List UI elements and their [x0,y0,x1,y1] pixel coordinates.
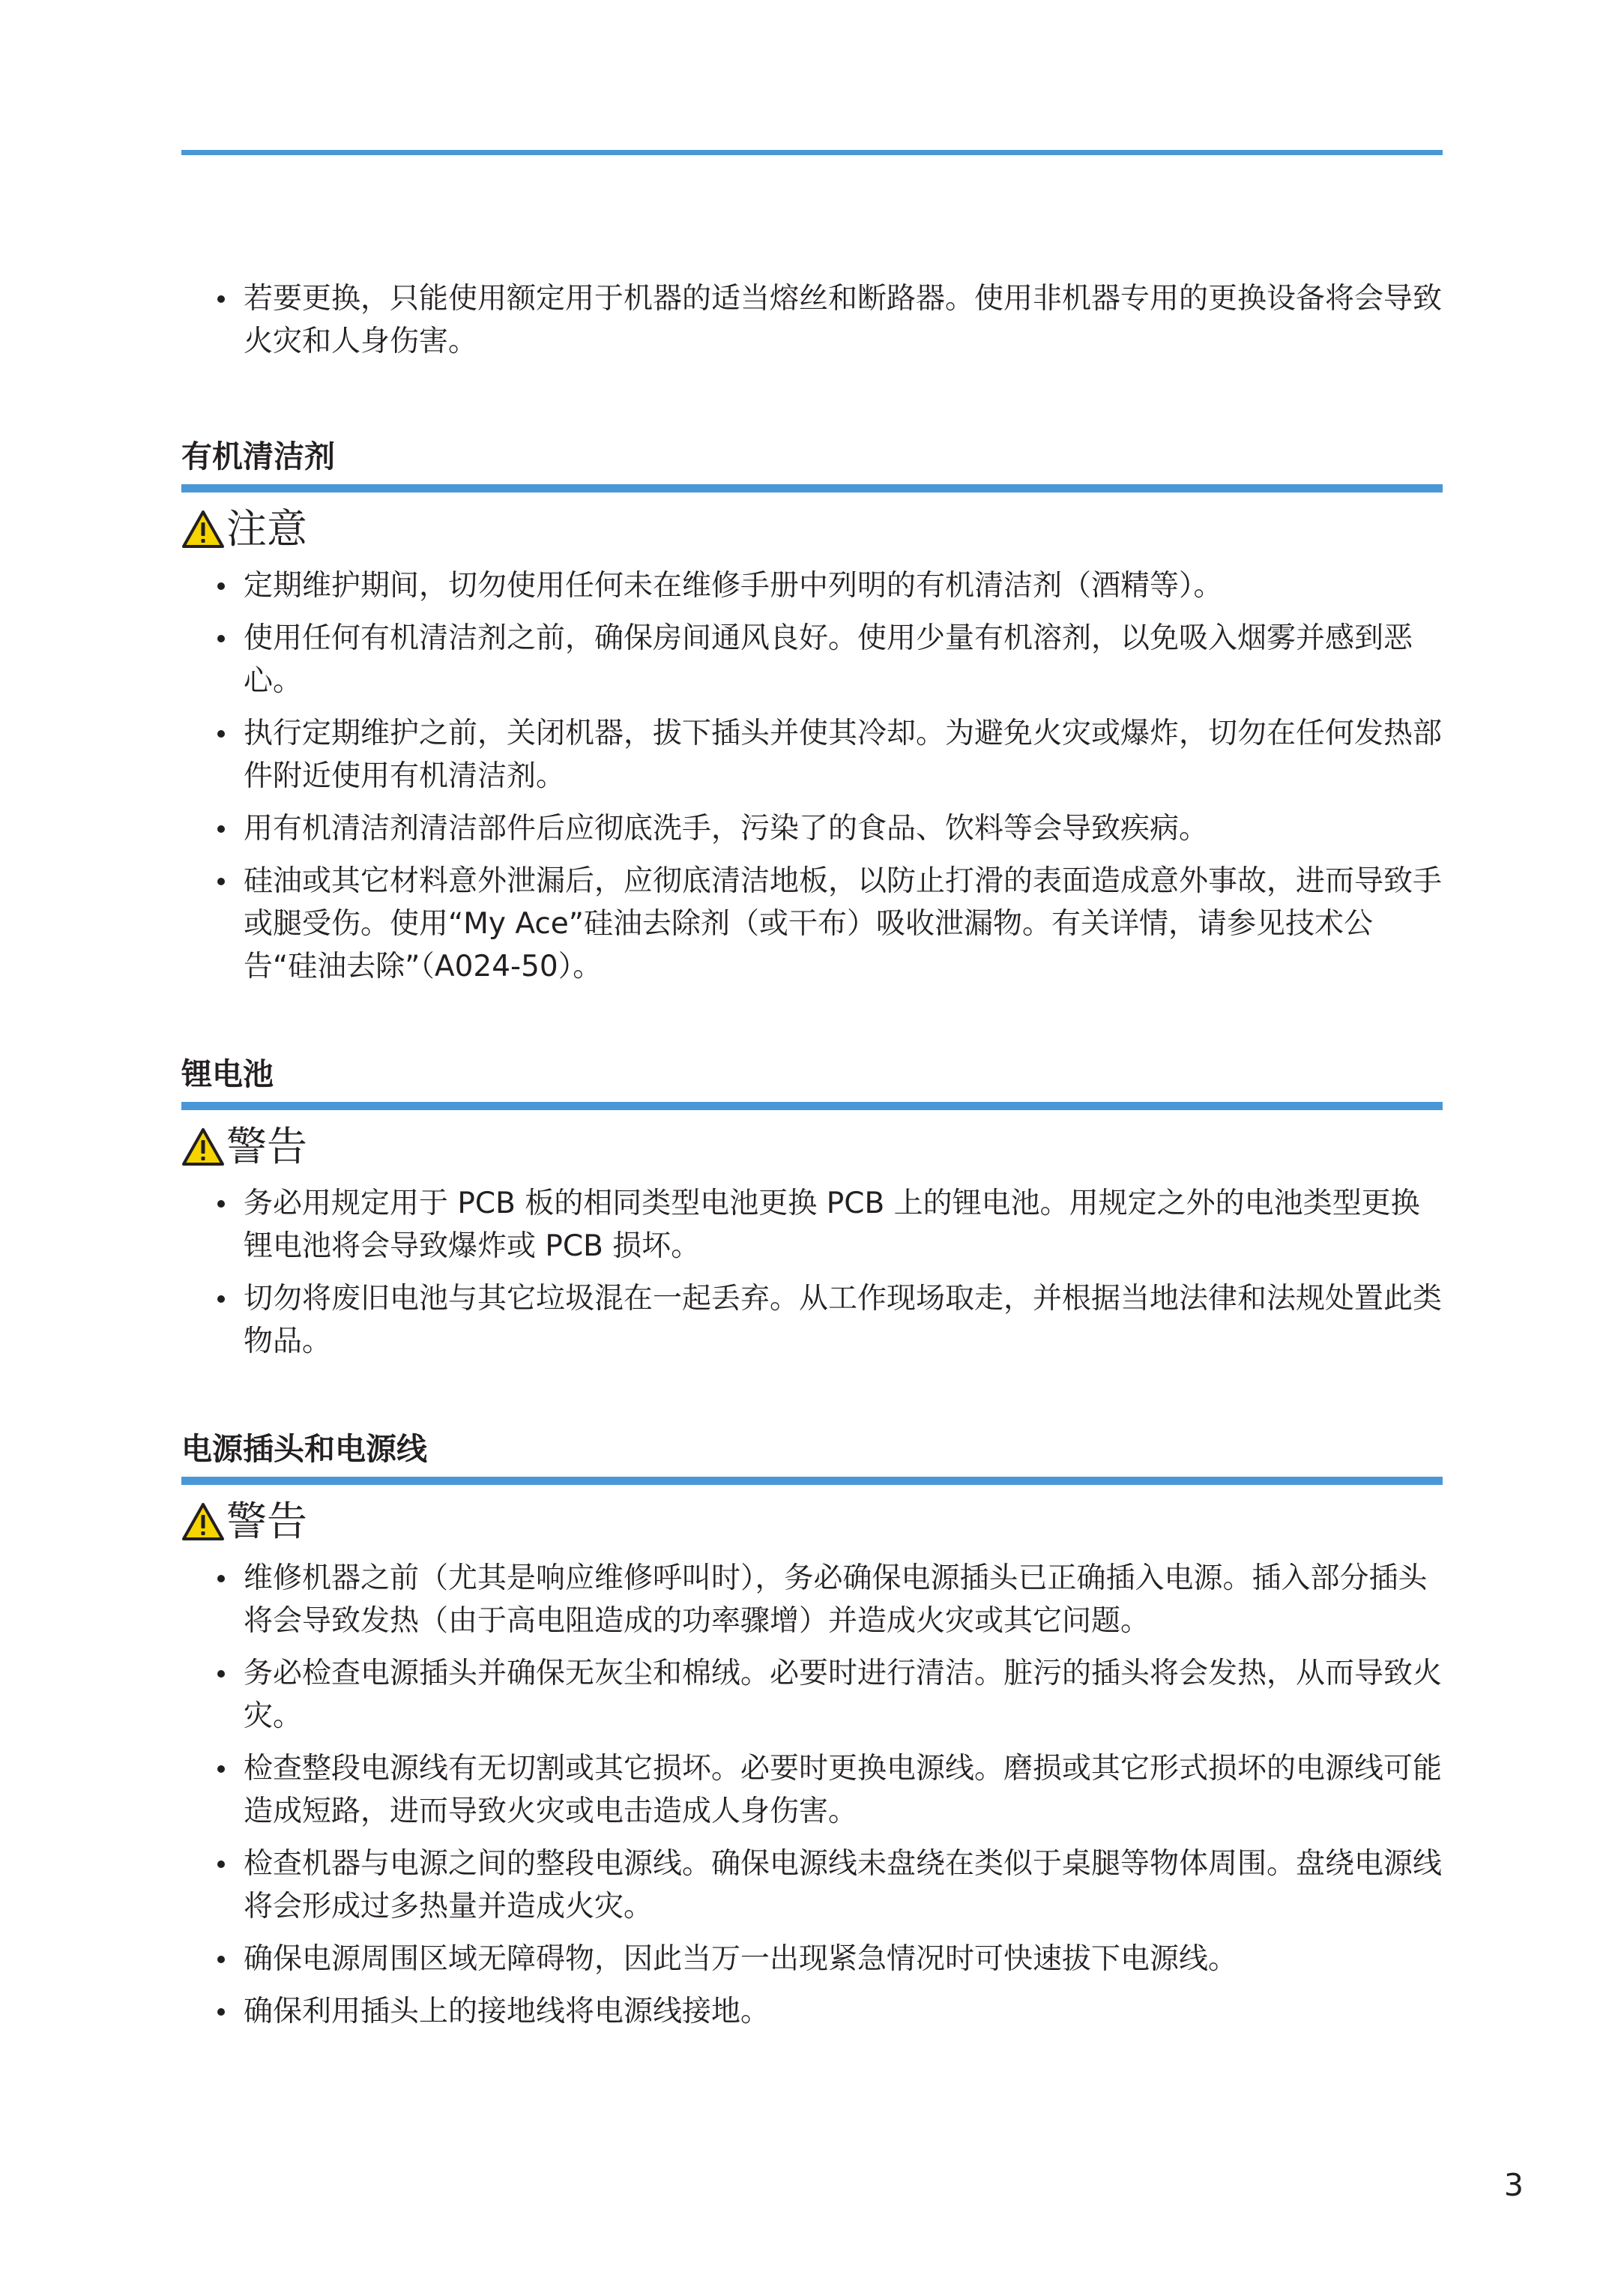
section-title: 锂电池 [181,1056,274,1092]
list-item: 维修机器之前（尤其是响应维修呼叫时），务必确保电源插头已正确插入电源。插入部分插头将会导致发热（由于高电阻造成的功率骤增）并造成火灾或其它问题。 [181,1557,1443,1642]
header-rule [181,150,1443,155]
list-item: 硅油或其它材料意外泄漏后，应彻底清洁地板，以防止打滑的表面造成意外事故，进而导致手或腿受伤。使用“My Ace”硅油去除剂（或干布）吸收泄漏物。有关详情，请参见技术公告“硅油去除”（A024-50）。 [181,860,1443,988]
list-item: 使用任何有机清洁剂之前，确保房间通风良好。使用少量有机溶剂，以免吸入烟雾并感到恶心。 [181,617,1443,702]
list-item: 检查整段电源线有无切割或其它损坏。必要时更换电源线。磨损或其它形式损坏的电源线可能造成短路，进而导致火灾或电击造成人身伤害。 [181,1747,1443,1833]
list-item: 若要更换，只能使用额定用于机器的适当熔丝和断路器。使用非机器专用的更换设备将会导致火灾和人身伤害。 [181,277,1443,363]
section-power-plug-cord [181,1430,1443,2033]
list-item: 定期维护期间，切勿使用任何未在维修手册中列明的有机清洁剂（酒精等）。 [181,564,1443,607]
page-number: 3 [1503,2167,1524,2203]
section-title: 有机清洁剂 [181,439,335,474]
list-item: 确保电源周围区域无障碍物，因此当万一出现紧急情况时可快速拔下电源线。 [181,1938,1443,1980]
warning-triangle-icon [181,1502,225,1541]
item-list [181,564,1443,988]
section-lithium-battery [181,1055,1443,1363]
warning-triangle-icon [181,510,225,549]
section-rule [181,1477,1443,1485]
list-item: 务必用规定用于 PCB 板的相同类型电池更换 PCB 上的锂电池。用规定之外的电池类型更换锂电池将会导致爆炸或 PCB 损坏。 [181,1182,1443,1268]
section-rule [181,1102,1443,1110]
list-item: 用有机清洁剂清洁部件后应彻底洗手，污染了的食品、饮料等会导致疾病。 [181,807,1443,850]
list-item: 检查机器与电源之间的整段电源线。确保电源线未盘绕在类似于桌腿等物体周围。盘绕电源线将会形成过多热量并造成火灾。 [181,1842,1443,1928]
list-item: 切勿将废旧电池与其它垃圾混在一起丢弃。从工作现场取走，并根据当地法律和法规处置此类物品。 [181,1277,1443,1363]
alert-label: 警告 [226,1498,307,1545]
item-list [181,1557,1443,2033]
warning-header [181,1121,1443,1173]
warning-header [181,1495,1443,1548]
section-rule [181,484,1443,492]
page-content [181,277,1443,2033]
alert-label: 注意 [226,505,307,552]
intro-list [181,277,1443,363]
section-title: 电源插头和电源线 [181,1431,427,1467]
alert-label: 警告 [226,1123,307,1170]
list-item: 确保利用插头上的接地线将电源线接地。 [181,1990,1443,2033]
item-list [181,1182,1443,1363]
caution-header [181,503,1443,555]
warning-triangle-icon [181,1127,225,1166]
list-item: 执行定期维护之前，关闭机器，拔下插头并使其冷却。为避免火灾或爆炸，切勿在任何发热部件附近使用有机清洁剂。 [181,712,1443,798]
section-organic-cleaners [181,438,1443,988]
list-item: 务必检查电源插头并确保无灰尘和棉绒。必要时进行清洁。脏污的插头将会发热，从而导致火灾。 [181,1652,1443,1738]
